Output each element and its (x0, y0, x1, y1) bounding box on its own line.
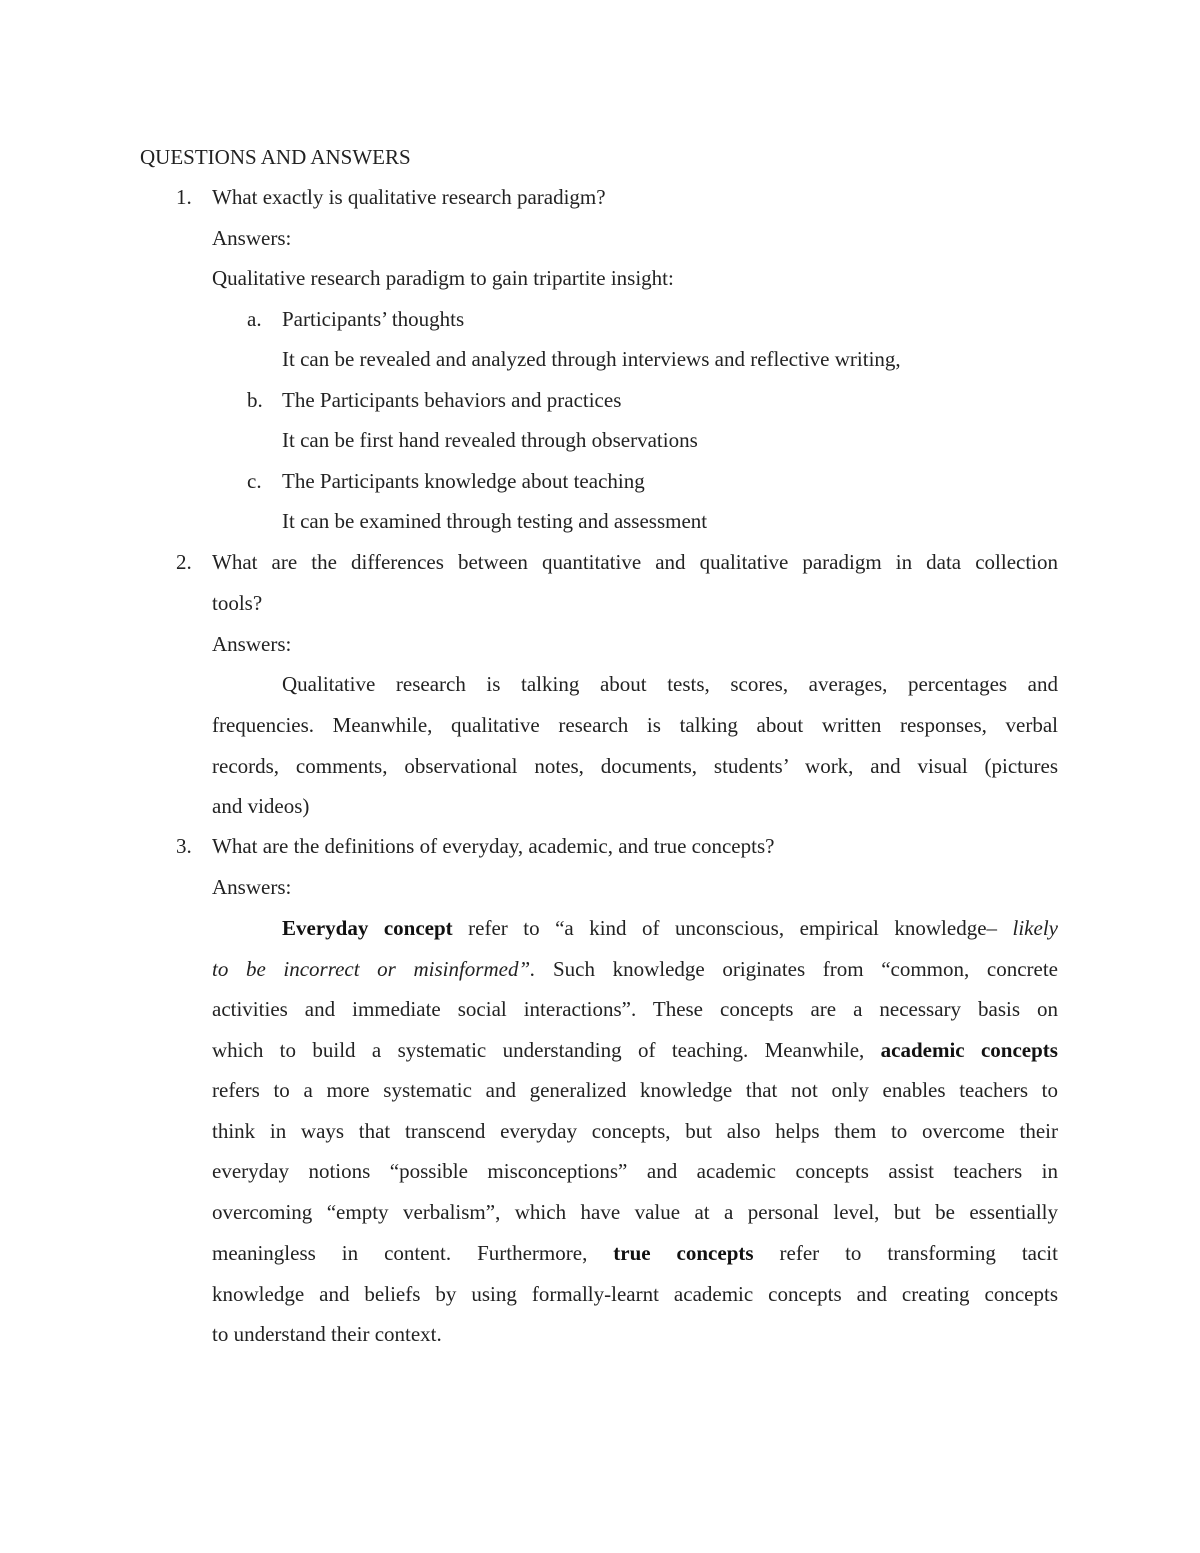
paragraph-text: Such knowledge originates from “common, concrete (535, 957, 1058, 981)
list-letter: a. (247, 307, 262, 331)
answer-paragraph-line: Qualitative research is talking about tests, scores, averages, percentages and (282, 672, 1058, 696)
answers-label: Answers: (212, 226, 292, 250)
list-item-detail: It can be revealed and analyzed through interviews and reflective writing, (282, 347, 901, 371)
question-text: What are the differences between quantitative and qualitative paradigm in data collection (212, 550, 1058, 574)
question-text: What are the definitions of everyday, academic, and true concepts? (212, 834, 775, 858)
term-true-concepts: true concepts (613, 1241, 754, 1265)
list-item-detail: It can be first hand revealed through observations (282, 428, 698, 452)
question-number: 2. (176, 550, 192, 574)
answer-paragraph-line: to understand their context. (212, 1322, 442, 1346)
list-item-detail: It can be examined through testing and assessment (282, 509, 708, 533)
paragraph-text: refer to “a kind of unconscious, empirical knowledge– (452, 916, 1013, 940)
answer-paragraph-line: think in ways that transcend everyday concepts, but also helps them to overcome their (212, 1119, 1058, 1143)
answer-paragraph-line (212, 1036, 1058, 1064)
paragraph-text: which to build a systematic understanding of teaching. Meanwhile, (212, 1038, 881, 1062)
page-title: QUESTIONS AND ANSWERS (140, 145, 411, 169)
answer-paragraph-line: knowledge and beliefs by using formally-learnt academic concepts and creating concepts (212, 1282, 1058, 1306)
list-item-heading: The Participants behaviors and practices (282, 388, 622, 412)
answer-intro: Qualitative research paradigm to gain tripartite insight: (212, 266, 674, 290)
answer-paragraph-line: overcoming “empty verbalism”, which have value at a personal level, but be essentially (212, 1200, 1058, 1224)
answer-paragraph-line (212, 955, 1058, 983)
question-text-continued: tools? (212, 591, 263, 615)
list-letter: c. (247, 469, 262, 493)
paragraph-text: refer to transforming tacit (753, 1241, 1058, 1265)
italic-text: likely (1012, 916, 1058, 940)
italic-text: to be incorrect or misinformed”. (212, 957, 536, 981)
answer-paragraph-line: refers to a more systematic and generalized knowledge that not only enables teachers to (212, 1078, 1058, 1102)
answer-paragraph-line (212, 1239, 1058, 1267)
question-number: 1. (176, 185, 192, 209)
answer-paragraph-line: activities and immediate social interactions”. These concepts are a necessary basis on (212, 997, 1058, 1021)
answers-label: Answers: (212, 632, 292, 656)
paragraph-text: meaningless in content. Furthermore, (212, 1241, 614, 1265)
question-text: What exactly is qualitative research paradigm? (212, 185, 606, 209)
answers-label: Answers: (212, 875, 292, 899)
answer-paragraph-line: frequencies. Meanwhile, qualitative research is talking about written responses, verbal (212, 713, 1058, 737)
answer-paragraph-line: records, comments, observational notes, documents, students’ work, and visual (pictures (212, 754, 1058, 778)
term-academic-concepts: academic concepts (880, 1038, 1058, 1062)
answer-paragraph-line: and videos) (212, 794, 310, 818)
list-letter: b. (247, 388, 263, 412)
answer-paragraph-line (282, 914, 1058, 942)
question-number: 3. (176, 834, 192, 858)
list-item-heading: Participants’ thoughts (282, 307, 465, 331)
list-item-heading: The Participants knowledge about teaching (282, 469, 645, 493)
answer-paragraph-line: everyday notions “possible misconceptions” and academic concepts assist teachers in (212, 1159, 1058, 1183)
term-everyday-concept: Everyday concept (282, 916, 453, 940)
